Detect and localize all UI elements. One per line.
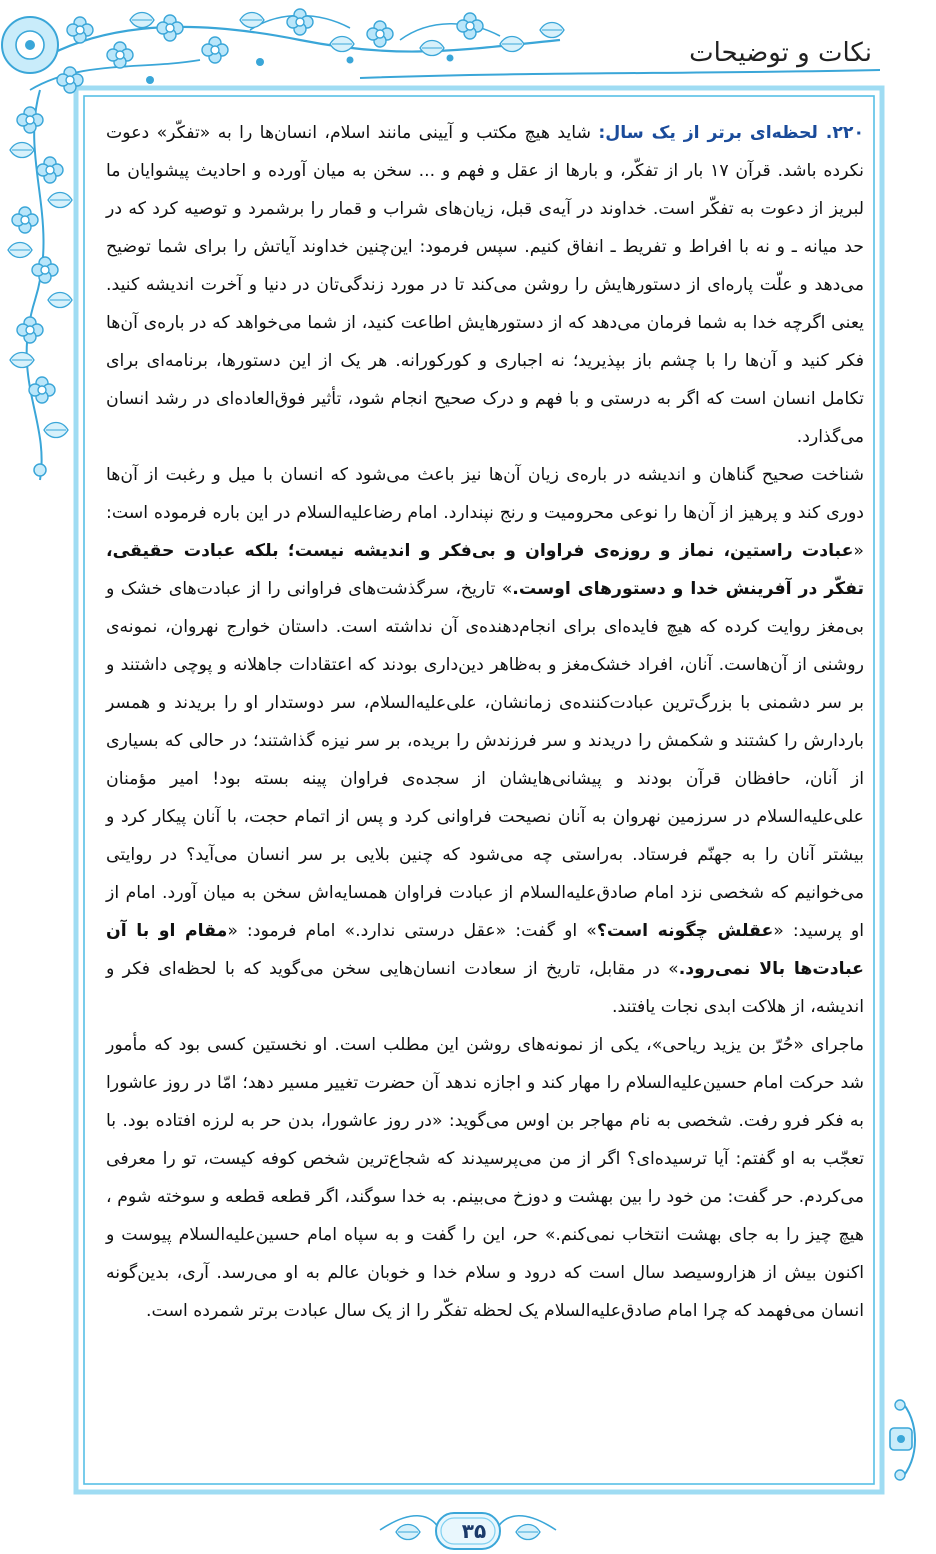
paragraph-text: شاید هیچ مکتب و آیینی مانند اسلام، انسان‌ها را به «تفکّر» دعوت نکرده باشد. قرآن ۱۷ بار از تفکّر، و بارها از عقل و فهم و ... سخن به میان آورده و احادیث پیشوایان ما لبریز از دعوت به تفکّر است. خداوند در آیه‌ی قبل، زیان‌های شراب و قمار را برشمرد و توصیه کرد که در حد میانه ـ و نه با افراط و تفریط ـ انفاق کنیم. سپس فرمود: این‌چنین خداوند آیاتش را برای شما توضیح می‌دهد و علّت پاره‌ای از دستورهایش را روشن می‌کند تا در مورد زندگی‌تان در دنیا و آخرت اندیشه کنید. یعنی اگرچه خدا به شما فرمان می‌دهد که از دستورهایش اطاعت کنید، از شما می‌خواهد که در باره‌ی آن‌ها فکر کنید و آن‌ها را با چشم باز بپذیرید؛ نه اجباری و کورکورانه. هر یک از این دستورها، برنامه‌ای برای تکامل انسان است که اگر به درستی و با فهم و درک صحیح انجام شود، تأثیر فوق‌العاده‌ای در رشد انسان می‌گذارد. <box>106 123 864 447</box>
answer-quote: مقام او با آن عبادت‌ها بالا نمی‌رود. <box>106 921 864 979</box>
hadith-quote: عبادت راستین، نماز و روزه‌ی فراوان و بی‌فکر و اندیشه نیست؛ بلکه عبادت حقیقی، تفکّر در آفرینش خدا و دستورهای اوست. <box>106 541 864 599</box>
paragraph-text: » او گفت: «عقل درستی ندارد.» امام فرمود: « <box>227 921 597 941</box>
paragraph-1 <box>106 114 864 456</box>
page-header-title: نکات و توضیحات <box>689 38 872 68</box>
paragraph-lead: ۲۲۰. لحظه‌ای برتر از یک سال: <box>598 123 864 143</box>
paragraph-3 <box>106 1026 864 1330</box>
question-quote: عقلش چگونه است؟ <box>596 921 774 941</box>
left-side-vine <box>8 90 72 480</box>
page-number: ۳۵ <box>461 1519 487 1543</box>
right-side-ornament <box>890 1400 915 1480</box>
paragraph-text: ماجرای «حُرّ بن یزید ریاحی»، یکی از نمونه‌های روشن این مطلب است. او نخستین کسی بود که مأمور شد حرکت امام حسین‌علیه‌السلام را مهار کند و اجازه ندهد آن حضرت تغییر مسیر دهد؛ امّا در روز عاشورا به فکر فرو رفت. شخصی به نام مهاجر بن اوس می‌گوید: «در روز عاشورا، بدن حر به لرزه افتاده بود. با تعجّب به او گفتم: آیا ترسیده‌ای؟ اگر از من می‌پرسیدند که شجاع‌ترین شخص کوفه کیست، تو را معرفی می‌کردم. حر گفت: من خود را بین بهشت و دوزخ می‌بینم. به خدا سوگند، اگر قطعه قطعه و سوخته شوم ، هیچ چیز را به جای بهشت انتخاب نمی‌کنم.» حر، این را گفت و به سپاه امام حسین‌علیه‌السلام پیوست و اکنون بیش از هزاروسیصد سال است که درود و سلام خدا و خوبان عالم به او می‌رسد. آری، بدین‌گونه انسان می‌فهمد که چرا امام صادق‌علیه‌السلام یک لحظه تفکّر را از یک سال عبادت برتر شمرده است. <box>106 1035 864 1321</box>
paragraph-2 <box>106 456 864 1026</box>
corner-flourish-top-left <box>2 9 564 93</box>
paragraph-text: » در مقابل، تاریخ از سعادت انسان‌هایی سخن می‌گوید که با لحظه‌ای فکر و اندیشه، از هلاکت ابدی نجات یافتند. <box>106 959 864 1017</box>
text-body <box>90 100 880 1490</box>
paragraph-text: » تاریخ، سرگذشت‌های فراوانی را از عبادت‌های خشک و بی‌مغز روایت کرده که هیچ فایده‌ای برای انجام‌دهنده‌ی آن نداشته است. داستان خوارج نهروان، نمونه‌ی روشنی از آن‌هاست. آنان، افراد خشک‌مغز و به‌ظاهر دین‌داری بودند که اعتقادات جاهلانه و پوچی داشتند و بر سر دشمنی با بزرگ‌ترین عبادت‌کننده‌ی زمانشان، علی‌علیه‌السلام، سر دوستدار او را بریدند و همسر باردارش را کشتند و شکمش را دریدند و سر فرزندش را بریده، بر سر نیزه گذاشتند؛ در حالی که بسیاری از آنان، حافظان قرآن بودند و پیشانی‌هایشان از سجده‌ی فراوان پینه بسته بود! امیر مؤمنان علی‌علیه‌السلام در سرزمین نهروان به آنان نصیحت فراوانی کرد و پس از اتمام حجت، با آنان پیکار کرد و بیشتر آنان را به جهنّم فرستاد. به‌راستی چه می‌شود که چنین بلایی بر سر انسان می‌آید؟ در روایتی می‌خوانیم که شخصی نزد امام صادق‌علیه‌السلام از عبادت فراوان همسایه‌اش سخن به میان آورد. امام از او پرسید: « <box>106 579 864 941</box>
paragraph-text: شناخت صحیح گناهان و اندیشه در باره‌ی زیان آن‌ها نیز باعث می‌شود که انسان با میل و رغبت از آن‌ها دوری کند و پرهیز از آن‌ها را نوعی محرومیت و رنج نپندارد. امام رضاعلیه‌السلام در این باره فرموده است: « <box>106 465 864 561</box>
